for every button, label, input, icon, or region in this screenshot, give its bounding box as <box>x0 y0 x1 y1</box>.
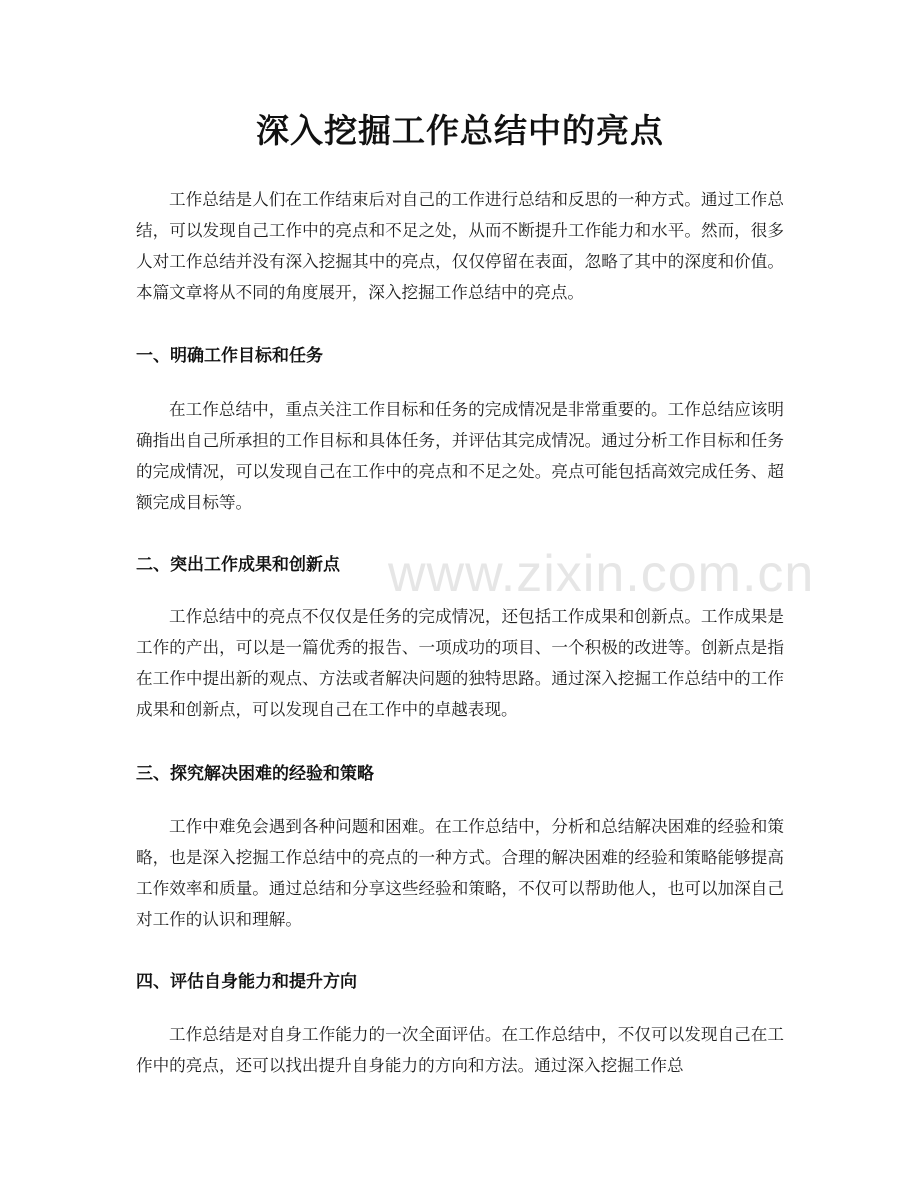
intro-paragraph: 工作总结是人们在工作结束后对自己的工作进行总结和反思的一种方式。通过工作总结，可以发现自己工作中的亮点和不足之处，从而不断提升工作能力和水平。然而，很多人对工作总结并没有深入挖掘其中的亮点，仅仅停留在表面，忽略了其中的深度和价值。本篇文章将从不同的角度展开，深入挖掘工作总结中的亮点。 <box>136 190 784 302</box>
section-heading-4: 四、评估自身能力和提升方向 <box>136 972 357 992</box>
section-heading-2: 二、突出工作成果和创新点 <box>136 555 340 575</box>
section-heading-3: 三、探究解决困难的经验和策略 <box>136 764 374 784</box>
section-body-2: 工作总结中的亮点不仅仅是任务的完成情况，还包括工作成果和创新点。工作成果是工作的产出，可以是一篇优秀的报告、一项成功的项目、一个积极的改进等。创新点是指在工作中提出新的观点、方法或者解决问题的独特思路。通过深入挖掘工作总结中的工作成果和创新点，可以发现自己在工作中的卓越表现。 <box>136 607 784 719</box>
section-heading-1: 一、明确工作目标和任务 <box>136 346 323 366</box>
watermark: www.zixin.com.cn <box>388 545 815 603</box>
section-body-1: 在工作总结中，重点关注工作目标和任务的完成情况是非常重要的。工作总结应该明确指出自己所承担的工作目标和具体任务，并评估其完成情况。通过分析工作目标和任务的完成情况，可以发现自己在工作中的亮点和不足之处。亮点可能包括高效完成任务、超额完成目标等。 <box>136 400 784 512</box>
section-body-3: 工作中难免会遇到各种问题和困难。在工作总结中，分析和总结解决困难的经验和策略，也是深入挖掘工作总结中的亮点的一种方式。合理的解决困难的经验和策略能够提高工作效率和质量。通过总结和分享这些经验和策略，不仅可以帮助他人，也可以加深自己对工作的认识和理解。 <box>136 817 784 929</box>
section-body-4: 工作总结是对自身工作能力的一次全面评估。在工作总结中，不仅可以发现自己在工作中的亮点，还可以找出提升自身能力的方向和方法。通过深入挖掘工作总 <box>136 1025 784 1075</box>
document-title: 深入挖掘工作总结中的亮点 <box>256 111 664 150</box>
